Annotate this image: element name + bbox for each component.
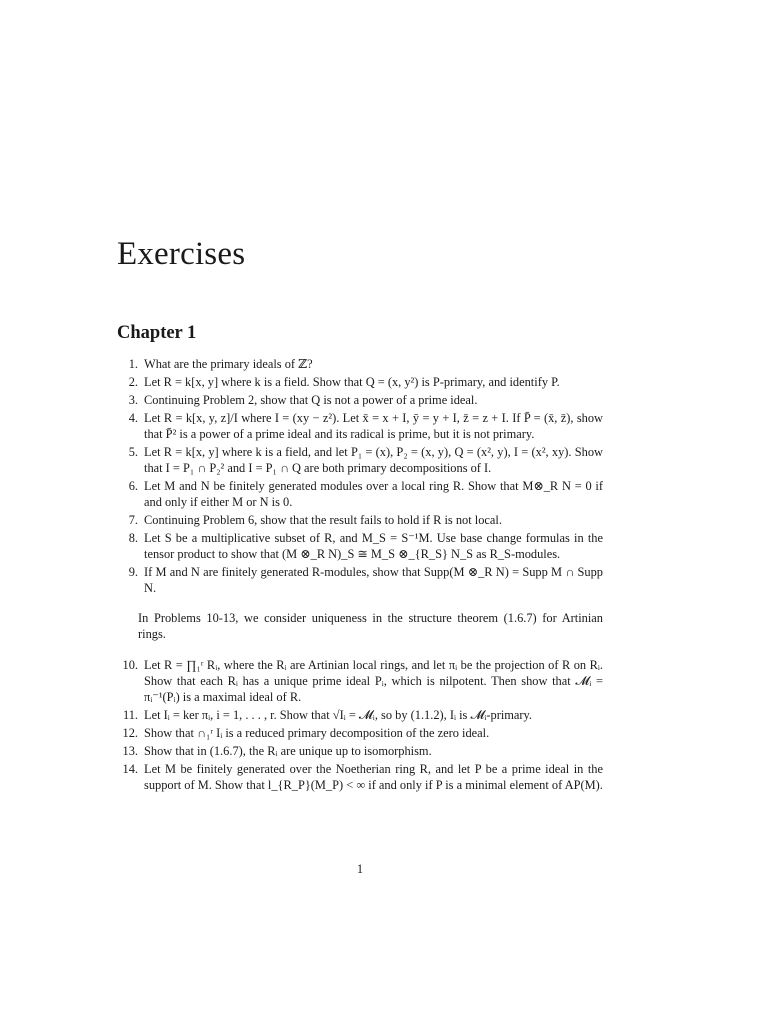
exercise-number: 5. <box>128 445 138 459</box>
exercise-item <box>117 743 603 759</box>
exercise-number: 9. <box>128 565 138 579</box>
exercise-text: If M and N are finitely generated R-modules, show that Supp(M ⊗_R N) = Supp M ∩ Supp N. <box>144 565 603 595</box>
exercise-item <box>117 530 603 562</box>
page-number: 1 <box>356 862 364 876</box>
exercise-number: 3. <box>128 393 138 407</box>
exercise-number: 8. <box>128 531 138 545</box>
exercise-text: Continuing Problem 2, show that Q is not a power of a prime ideal. <box>144 393 478 407</box>
exercise-item <box>117 725 603 741</box>
page <box>117 0 603 1024</box>
exercise-list <box>117 356 603 795</box>
exercise-item <box>117 444 603 476</box>
exercise-text: Let S be a multiplicative subset of R, and M_S = S⁻¹M. Use base change formulas in the tensor product to show that (M ⊗_R N)_S ≅ M_S ⊗_{R_S} N_S as R_S-modules. <box>144 531 603 561</box>
exercise-number: 6. <box>128 479 138 493</box>
exercise-item <box>117 392 603 408</box>
exercise-number: 2. <box>128 375 138 389</box>
exercise-text: Show that in (1.6.7), the Rᵢ are unique up to isomorphism. <box>144 744 432 758</box>
exercise-item <box>117 374 603 390</box>
exercise-text: Let R = k[x, y] where k is a field, and let P₁ = (x), P₂ = (x, y), Q = (x², y), I = (x², xy). Show that I = P₁ ∩ P₂² and I = P₁ ∩ Q are both primary decompositions of I. <box>144 445 603 475</box>
intro-paragraph: In Problems 10-13, we consider uniqueness in the structure theorem (1.6.7) for Artinian rings. <box>138 611 603 641</box>
exercise-text: Let R = k[x, y, z]/I where I = (xy − z²). Let x̄ = x + I, ȳ = y + I, z̄ = z + I. If P̄ = (x̄, z̄), show that P̄² is a power of a prime ideal and its radical is prime, but it is not primary. <box>144 411 603 441</box>
exercise-text: Show that ∩₁ʳ Iᵢ is a reduced primary decomposition of the zero ideal. <box>144 726 490 740</box>
exercise-item <box>117 761 603 793</box>
exercise-number: 11. <box>122 708 138 722</box>
exercise-number: 13. <box>122 744 138 758</box>
exercise-number: 4. <box>128 411 138 425</box>
exercise-item <box>117 657 603 705</box>
exercise-number: 14. <box>122 762 138 776</box>
exercise-text: What are the primary ideals of ℤ? <box>144 357 313 371</box>
page-title: Exercises <box>117 236 246 272</box>
exercise-text: Let M and N be finitely generated modules over a local ring R. Show that M⊗_R N = 0 if and only if either M or N is 0. <box>144 479 603 509</box>
exercise-number: 1. <box>128 357 138 371</box>
exercise-text: Let R = k[x, y] where k is a field. Show that Q = (x, y²) is P-primary, and identify P. <box>144 375 560 389</box>
exercise-number: 7. <box>128 513 138 527</box>
exercise-text: Let M be finitely generated over the Noetherian ring R, and let P be a prime ideal in the support of M. Show that l_{R_P}(M_P) < ∞ if and only if P is a minimal element of AP(M). <box>144 762 603 792</box>
chapter-heading: Chapter 1 <box>117 323 197 343</box>
exercise-item <box>117 512 603 528</box>
exercise-item <box>117 410 603 442</box>
exercise-number: 10. <box>122 658 138 672</box>
exercise-number: 12. <box>122 726 138 740</box>
exercise-item <box>117 356 603 372</box>
exercise-item <box>117 707 603 723</box>
exercise-item <box>117 564 603 596</box>
exercise-item <box>117 478 603 510</box>
exercise-text: Continuing Problem 6, show that the result fails to hold if R is not local. <box>144 513 502 527</box>
exercise-text: Let Iᵢ = ker πᵢ, i = 1, . . . , r. Show that √Iᵢ = 𝓜ᵢ, so by (1.1.2), Iᵢ is 𝓜ᵢ-primary. <box>144 708 533 722</box>
exercise-text: Let R = ∏₁ʳ Rᵢ, where the Rᵢ are Artinian local rings, and let πᵢ be the projection of R on Rᵢ. Show that each Rᵢ has a unique prime ideal Pᵢ, which is nilpotent. Then show that 𝓜ᵢ = πᵢ⁻¹(Pᵢ) is a maximal ideal of R. <box>144 658 603 704</box>
